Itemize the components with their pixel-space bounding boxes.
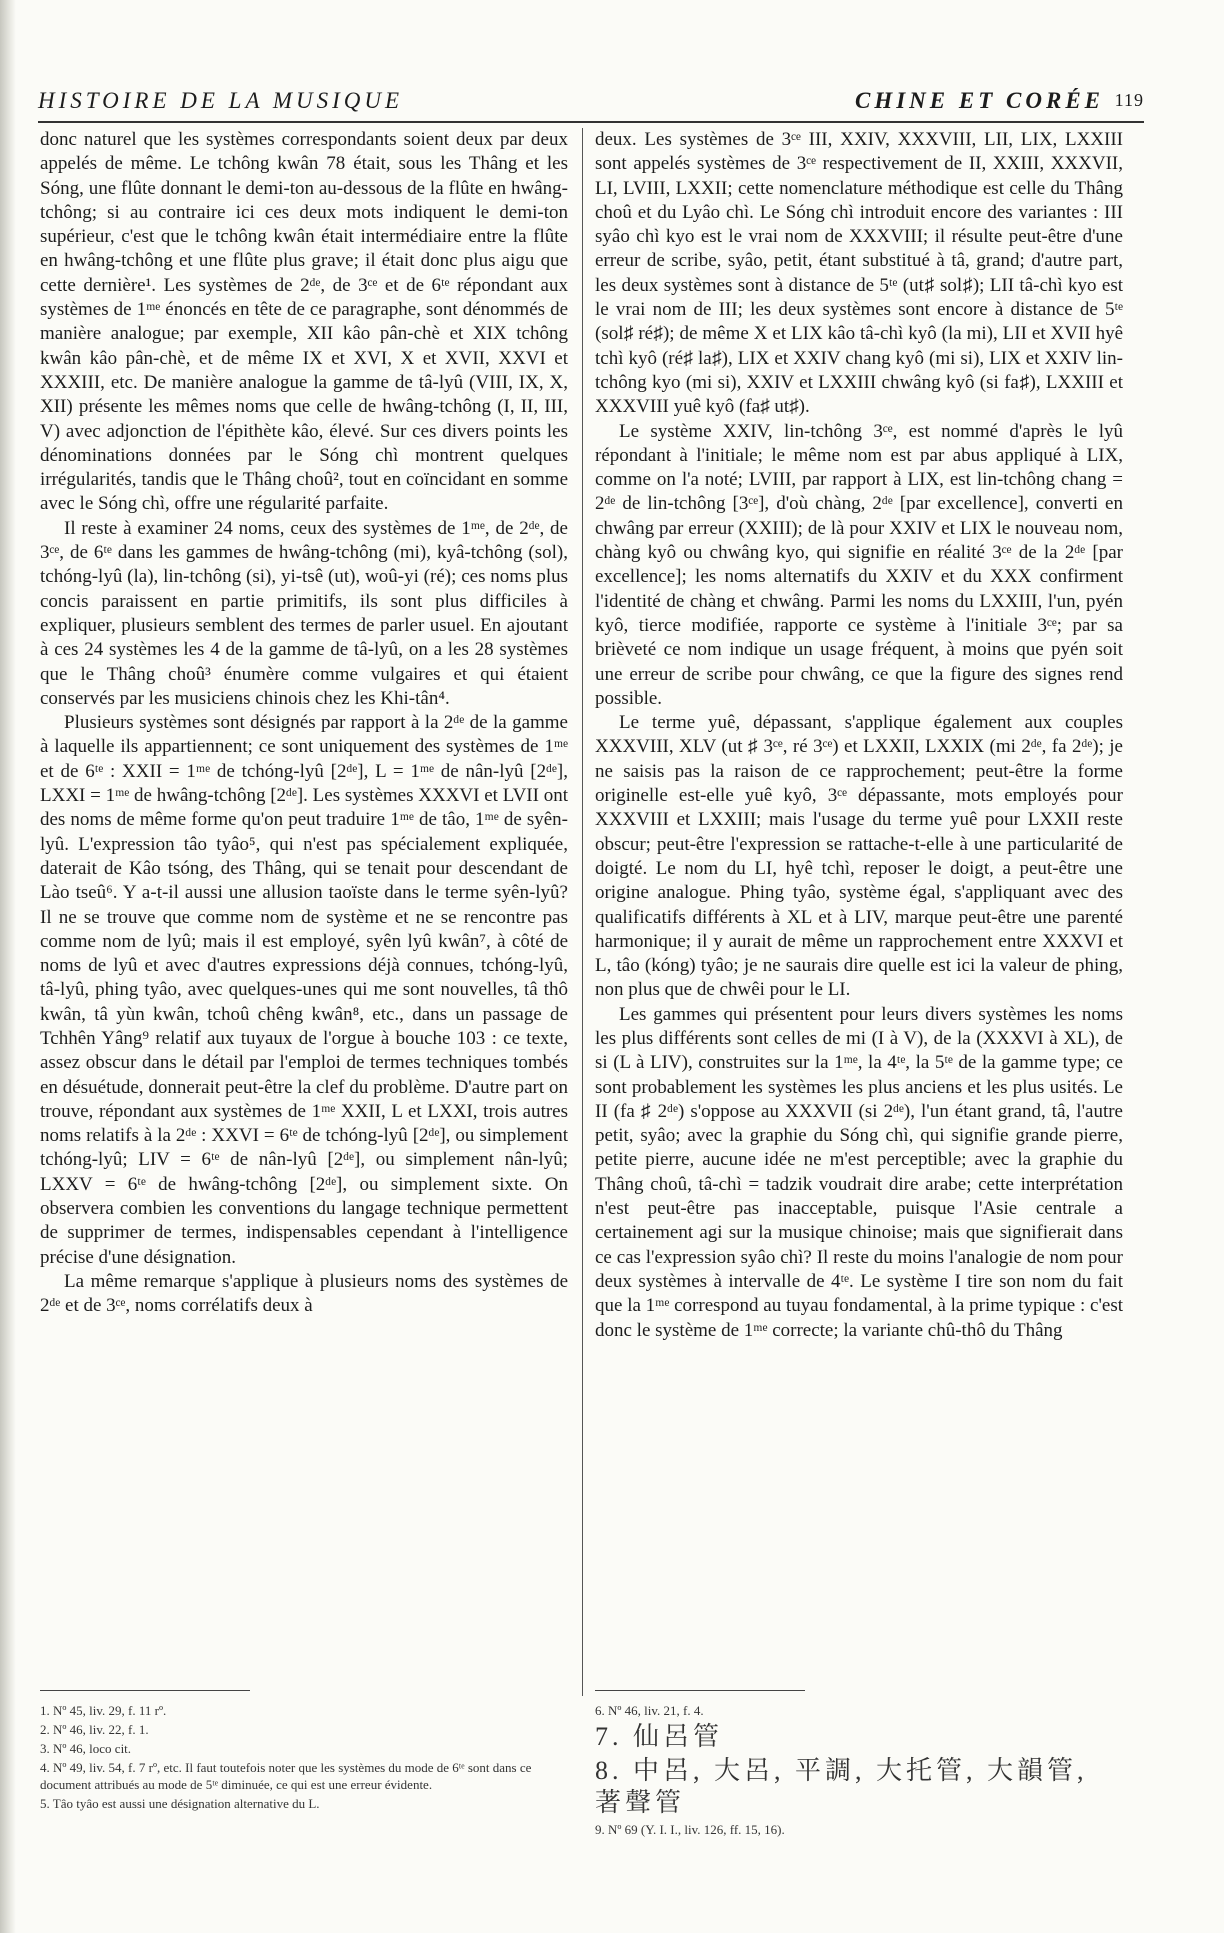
footnotes-right	[595, 1702, 1123, 1840]
paragraph: Il reste à examiner 24 noms, ceux des systèmes de 1ᵐᵉ, de 2ᵈᵉ, de 3ᶜᵉ, de 6ᵗᵉ dans les gammes de hwâng-tchông (mi), kyâ-tchông (sol), tchóng-lyû (la), lin-tchông (si), yi-tsê (ut), woû-yi (ré); ces noms plus concis paraissent en partie primitifs, ils sont plus difficiles à expliquer, plusieurs semblent des termes de parler usuel. En ajoutant à ces 24 systèmes les 4 de la gamme de tâ-lyû, on a les 28 systèmes que le Thâng choû³ énumère comme vulgaires et qui étaient conservés par les musiciens chinois chez les Khi-tân⁴.	[40, 517, 568, 709]
paragraph: Le système XXIV, lin-tchông 3ᶜᵉ, est nommé d'après le lyû répondant à l'initiale; le même nom est par abus appliqué à LIX, comme on l'a noté; LVIII, par rapport à LIX, est lin-tchông chang = 2ᵈᵉ de lin-tchông [3ᶜᵉ], d'où chàng, 2ᵈᵉ [par excellence], converti en chwâng par erreur (XXIII); de là pour XXIV et LIX le nouveau nom, chàng kyô ou chwâng kyo, qui signifie en réalité 3ᶜᵉ de la 2ᵈᵉ [par excellence]; les noms alternatifs du XXIV et du XXX confirment l'identité de chàng et chwâng. Parmi les noms du LXXIII, l'un, pyén kyô, tierce modifiée, rapporte ce système à l'initiale 3ᶜᵉ; par sa brièveté ce nom indique un usage fréquent, à moins que pyén soit une erreur de scribe pour chwâng, ce que la figure des signes rend possible.	[595, 420, 1123, 709]
footnote: 9. Nº 69 (Y. I. I., liv. 126, ff. 15, 16).	[595, 1822, 785, 1837]
book-binding-shadow	[0, 0, 16, 1933]
footnote-rule	[595, 1690, 805, 1691]
header-rule	[38, 121, 1144, 123]
footnote-chinese: 7. 仙呂管	[595, 1722, 724, 1751]
footnote-rule	[40, 1690, 250, 1691]
page-number: 119	[1114, 90, 1144, 110]
running-head	[38, 88, 1144, 118]
right-column	[595, 128, 1123, 1343]
paragraph: Les gammes qui présentent pour leurs divers systèmes les noms les plus différents sont celles de mi (I à V), de la (XXXVI à XL), de si (L à LIV), construites sur la 1ᵐᵉ, la 4ᵗᵉ, la 5ᵗᵉ de la gamme type; ce sont probablement les systèmes les plus anciens et les plus usités. Le II (fa ♯ 2ᵈᵉ) s'oppose au XXXVII (si 2ᵈᵉ), l'un étant grand, tâ, l'autre petit, syâo; avec la graphie du Sóng chì, qui signifie grande pierre, petite pierre, aucune idée ne m'est perceptible; avec la graphie du Thâng choû, tâ-chì = tadzik voudrait dire arabe; cette interprétation n'est peut-être pas inacceptable, puisque l'Asie centrale a certainement agi sur la musique chinoise; mais que signifierait dans ce cas l'expression syâo chì? Il reste du moins l'analogie de nom pour deux systèmes à intervalle de 4ᵗᵉ. Le système I tire son nom du fait que la 1ᵐᵉ correspond au tuyau fondamental, à la prime typique : c'est donc le système de 1ᵐᵉ correcte; la variante chû-thô du Thâng	[595, 1003, 1123, 1341]
footnote: 6. Nº 46, liv. 21, f. 4.	[595, 1703, 704, 1718]
paragraph: donc naturel que les systèmes correspondants soient deux par deux appelés de même. Le tchông kwân 78 était, sous les Thâng et les Sóng, une flûte donnant le demi-ton au-dessous de la flûte en hwâng-tchông; si au contraire ici ces deux mots indiquent le demi-ton supérieur, c'est que le tchông kwân était intermédiaire entre la flûte en hwâng-tchông et une flûte plus grave; il était donc plus aigu que cette dernière¹. Les systèmes de 2ᵈᵉ, de 3ᶜᵉ et de 6ᵗᵉ répondant aux systèmes de 1ᵐᵉ énoncés en tête de ce paragraphe, sont dénommés de manière analogue; par exemple, XII kâo pân-chè et XIX tchông kwân kâo pân-chè, et de même IX et XVI, X et XVII, XXVI et XXXIII, etc. De manière analogue la gamme de tâ-lyû (VIII, IX, X, XII) présente les mêmes noms que celle de hwâng-tchông (I, II, III, V) avec adjonction de l'épithète kâo, élevé. Sur ces divers points les dénominations données par le Sóng chì montrent quelques irrégularités, tandis que le Thâng choû², tout en coïncidant en somme avec le Sóng chì, offre une régularité parfaite.	[40, 129, 568, 515]
paragraph: Le terme yuê, dépassant, s'applique également aux couples XXXVIII, XLV (ut ♯ 3ᶜᵉ, ré 3ᶜᵉ) et LXXII, LXXIX (mi 2ᵈᵉ, fa 2ᵈᵉ); je ne saisis pas la raison de ce rapprochement; peut-être la forme originelle est-elle yuê kyô, 3ᶜᵉ dépassante, mots employés pour XXXVIII et LXXIII; mais l'usage du terme yuê pour LXXII reste obscur; peut-être l'expression se rattache-t-elle à une particularité de doigté. Le nom du LI, hyê tchì, reposer le doigt, a peut-être une origine analogue. Phing tyâo, système égal, s'appliquant avec des qualificatifs différents à XL et à LIV, marque peut-être une parenté harmonique; il y aurait de même un rapprochement entre XXXVI et L, tâo (kóng) tyâo; je ne saurais dire quelle est ici la valeur de phing, non plus que de chwêi pour le LI.	[595, 712, 1123, 1001]
paragraph: La même remarque s'applique à plusieurs noms des systèmes de 2ᵈᵉ et de 3ᶜᵉ, noms corrélatifs deux à	[40, 1270, 568, 1317]
footnote: 1. Nº 45, liv. 29, f. 11 rº.	[40, 1703, 167, 1718]
footnote: 5. Tâo tyâo est aussi une désignation alternative du L.	[40, 1796, 320, 1811]
footnote: 4. Nº 49, liv. 54, f. 7 rº, etc. Il faut toutefois noter que les systèmes du mode de 6ᵗᵉ sont dans ce document attribués au mode de 5ᵗᵉ diminuée, ce qui est une erreur évidente.	[40, 1760, 532, 1792]
paragraph: deux. Les systèmes de 3ᶜᵉ III, XXIV, XXXVIII, LII, LIX, LXXIII sont appelés systèmes de 3ᶜᵉ respectivement de II, XXIII, XXXVII, LI, LVIII, LXXII; cette nomenclature méthodique est celle du Thâng choû et du Lyâo chì. Le Sóng chì introduit encore des variantes : III syâo chì kyo est le vrai nom de XXXVIII; il résulte peut-être d'une erreur de scribe, syâo, petit, étant substitué à tâ, grand; d'autre part, les deux systèmes sont à distance de 5ᵗᵉ (ut♯ sol♯); LII tâ-chì kyo est le vrai nom de III; les deux systèmes sont encore à distance de 5ᵗᵉ (sol♯ ré♯); de même X et LIX kâo tâ-chì kyô (la mi), LII et XVII hyê tchì kyô (ré♯ la♯), LIX et XXIV chang kyô (mi si), LIX et XXIV lin-tchông kyo (mi si), XXIV et LXXIII chwâng kyô (si fa♯), LXXIII et XXXVIII yuê kyô (fa♯ ut♯).	[595, 129, 1123, 418]
running-head-right: CHINE ET CORÉE	[855, 88, 1104, 113]
column-divider	[582, 128, 583, 1696]
left-column	[40, 128, 568, 1319]
footnote: 3. Nº 46, loco cit.	[40, 1741, 132, 1756]
footnote: 2. Nº 46, liv. 22, f. 1.	[40, 1722, 149, 1737]
footnote-chinese: 8. 中呂, 大呂, 平調, 大托管, 大韻管, 著聲管	[595, 1756, 1088, 1817]
running-head-left: HISTOIRE DE LA MUSIQUE	[38, 88, 404, 113]
footnotes-left	[40, 1702, 568, 1814]
paragraph: Plusieurs systèmes sont désignés par rapport à la 2ᵈᵉ de la gamme à laquelle ils appartiennent; ce sont uniquement des systèmes de 1ᵐᵉ et de 6ᵗᵉ : XXII = 1ᵐᵉ de tchóng-lyû [2ᵈᵉ], L = 1ᵐᵉ de nân-lyû [2ᵈᵉ], LXXI = 1ᵐᵉ de hwâng-tchông [2ᵈᵉ]. Les systèmes XXXVI et LVII ont des noms de même forme qu'on peut traduire 1ᵐᵉ de tâo, 1ᵐᵉ de syên-lyû. L'expression tâo tyâo⁵, qui n'est pas spécialement expliquée, daterait de Kâo tsóng, des Thâng, qui se tenait pour descendant de Lào tseû⁶. Y a-t-il aussi une allusion taoïste dans le terme syên-lyû? Il ne se trouve que comme nom de système et ne se rencontre pas comme nom de lyû; mais il est employé, syên lyû kwân⁷, à côté de noms de lyû et avec d'autres expressions déjà connues, tchóng-lyû, tâ-lyû, phing tyâo, avec quelques-unes qui me sont nouvelles, tâ thô kwân, tâ yùn kwân, tchoû chêng kwân⁸, etc., dans un passage de Tchhên Yâng⁹ relatif aux tuyaux de l'orgue à bouche 103 : ce texte, assez obscur dans le détail par l'emploi de termes techniques tombés en désuétude, donnerait peut-être la clef du problème. D'autre part on trouve, répondant aux systèmes de 1ᵐᵉ XXII, L et LXXI, trois autres noms relatifs à la 2ᵈᵉ : XXVI = 6ᵗᵉ de tchóng-lyû [2ᵈᵉ], ou simplement tchóng-lyû; LIV = 6ᵗᵉ de nân-lyû [2ᵈᵉ], ou simplement nân-lyû; LXXV = 6ᵗᵉ de hwâng-tchông [2ᵈᵉ], ou simplement sixte. On observera combien les conventions du langage technique permettent de supprimer de termes, indispensables cependant à l'intelligence précise d'une désignation.	[40, 712, 568, 1268]
